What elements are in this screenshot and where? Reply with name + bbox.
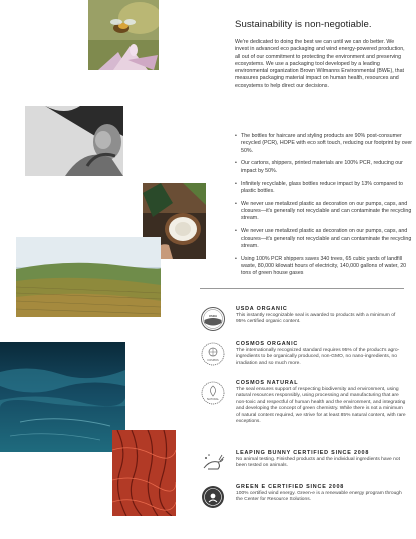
certification-title: COSMOS ORGANIC [236,341,299,347]
certification-usda-organic [200,306,405,338]
certification-description: This instantly recognizable seal is awarded to products with a minimum of 95% certified organic content. [236,313,396,325]
bee-on-flower-photo [88,0,159,70]
list-item: • Our cartons, shippers, printed materials are 100% PCR, reducing our impact by 50%. [235,160,413,175]
certification-green-e [200,484,405,514]
woman-portrait-photo [25,106,123,176]
certification-title: USDA ORGANIC [236,306,288,312]
certification-leaping-bunny [200,450,405,480]
svg-text:USDA: USDA [208,315,218,318]
certification-description: The internationally recognized standard requires 95% of the product's agro-ingredients to be organically produced, non-GMO, no nano-ingredients, no irradiation and so much more. [236,348,400,366]
cosmos-organic-seal-icon [200,341,226,367]
svg-text:COSMOS: COSMOS [207,359,219,362]
certification-description: 100% certified wind energy. Green-e is a renewable energy program through the Center for Resource Solutions. [236,491,402,503]
ocean-water-photo [0,342,125,452]
certification-cosmos-natural [200,380,405,440]
usda-organic-seal-icon [200,306,226,332]
certification-description: The seal ensures support of respecting biodiversity and environment, using natural resources responsibly, using processing and manufacturing that are non-toxic and respectful of human health and the environment, and integrating and developing the concept of green chemistry. While there is not a minimum of natural content required, we strive for at least 85% natural content, with rare exceptions. [236,387,406,425]
certification-title: COSMOS NATURAL [236,380,299,386]
green-e-seal-icon [200,484,226,510]
intro-paragraph: We're dedicated to doing the best we can until we can do better. We invest in advanced eco packaging and wind energy-powered production, all out of our commitment to protecting the environment and preserving ecosystems. We use a packaging tool developed by a leading environmental organization Brown Wilmanns Environmental (BWE), that measures packaging material impact on human health, resources and ecosystems to help direct our decisions. [235,39,405,89]
list-item: • We never use metalized plastic as decoration on our pumps, caps, and closures—it's generally not recyclable and can contaminate the recycling stream. [235,201,413,223]
cosmos-natural-seal-icon [200,380,226,406]
svg-text:NATURAL: NATURAL [207,398,219,401]
section-divider [200,288,404,289]
sustainability-bullet-list [235,133,413,283]
list-item: • Using 100% PCR shippers saves 340 trees, 65 cubic yards of landfill waste, 80,000 kilowatt hours of electricity, 140,000 gallons of water, 20 tons of green house gases [235,256,413,278]
list-item: • We never use metalized plastic as decoration on our pumps, caps, and closures—it's generally not recyclable and can contaminate the recycling stream. [235,228,413,250]
certification-title: GREEN E CERTIFIED SINCE 2008 [236,484,345,490]
leaping-bunny-seal-icon [200,450,226,476]
list-item: • The bottles for haircare and styling products are 90% post-consumer recycled (PCR), HOPE with eco soft touch, reducing our footprint by over 50%. [235,133,413,155]
page-title: Sustainability is non-negotiable. [235,19,372,30]
list-item: • Infinitely recyclable, glass bottles reduce impact by 13% compared to plastic bottles. [235,181,413,196]
certification-title: LEAPING BUNNY CERTIFIED SINCE 2008 [236,450,370,456]
hillside-field-photo [16,237,161,317]
certification-description: No animal testing. Finished products and the individual ingredients have not been tested on animals. [236,457,400,469]
certification-cosmos-organic [200,341,405,377]
red-seaweed-photo [112,430,176,516]
